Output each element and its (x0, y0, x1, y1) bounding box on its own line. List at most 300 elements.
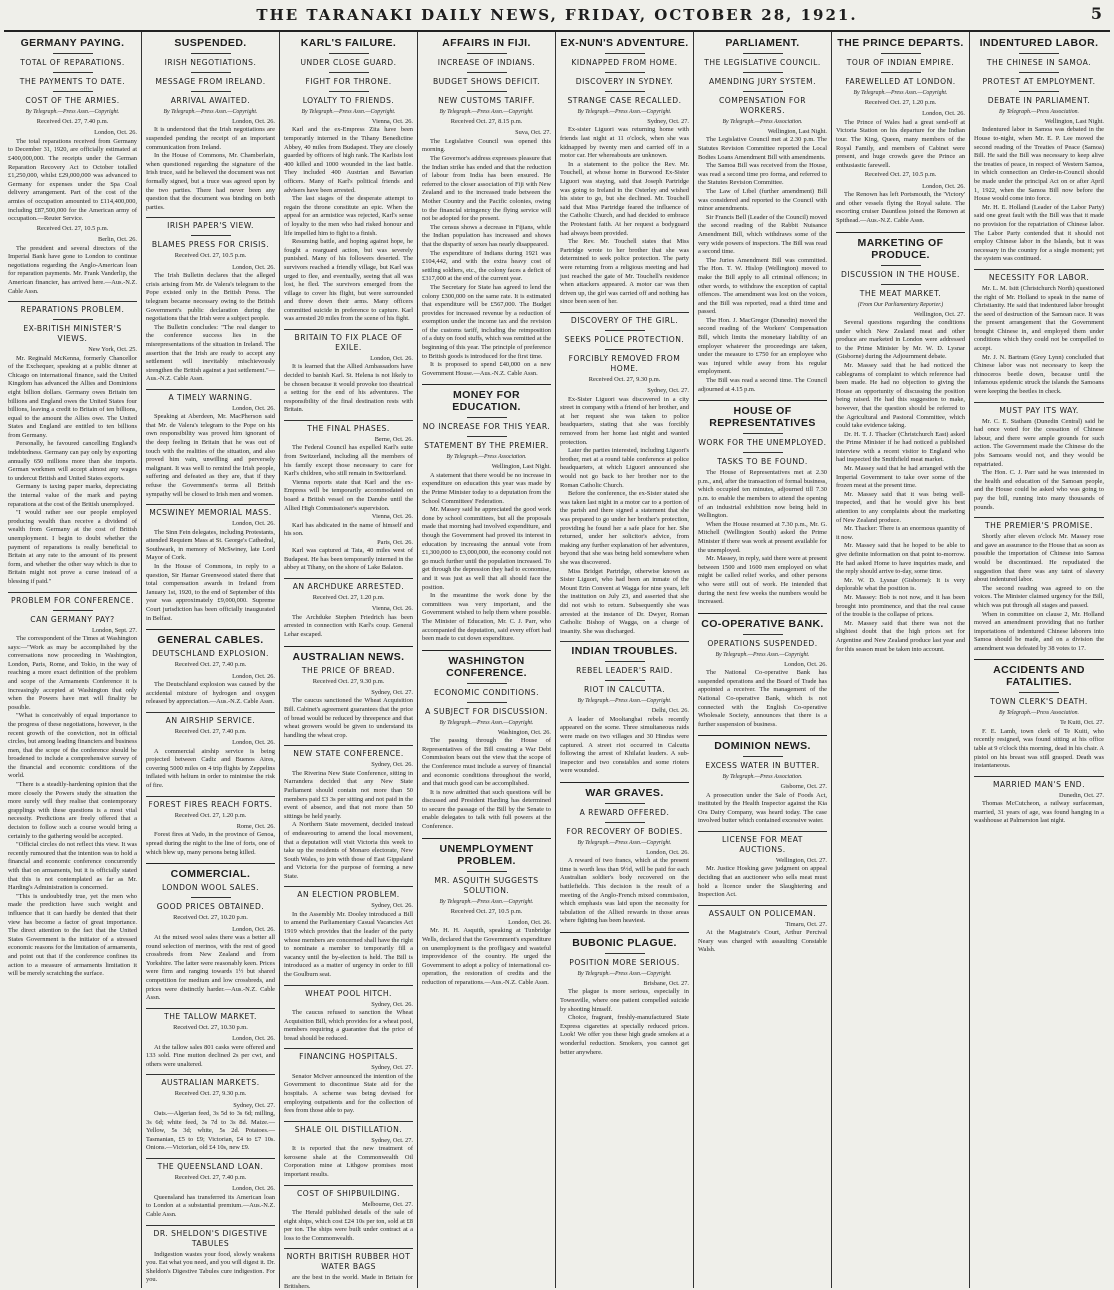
article-paragraph: The Hon. J. MacGregor (Dunedin) moved the second reading of the Workers' Compensation Bill, which limits the monetary liability of an employer whatever the proceedings are taken, under the measure to £750 for an employee who was injured while away from his regular employment. (698, 316, 827, 376)
heading-rule (881, 72, 921, 73)
article-subheading: LONDON WOOL SALES. (161, 883, 260, 893)
heading-rule (605, 349, 645, 350)
item-divider (146, 389, 275, 390)
section-divider (422, 384, 551, 385)
article-paragraph: At the mixed wool sales there was a better all round selection of merinos, with the rest of good crossbreds from New Zealand and from Yorkshire. The latter were reasonably keen. Prices were firm and ranging towards 1½ but shared competition for medium and low crossbreds, and prices were distinctly harder.—Aus.-N.Z. Cable Assn. (146, 933, 275, 1002)
article-paragraph: The National Co-operative Bank has suspended operations and the Board of Trade has appointed a receiver. The management of the National Co-operative Bank, which is not connected with the English Co-operative Wholesale Society, announces that there is a further suspension of business. (698, 669, 827, 728)
article-paragraph: It is learned that the Allied Ambassadors have decided to banish Karl. St. Helena is not likely to be chosen because it would provoke too theatrical a setting for the end of his adventures. The responsibility of the final destination rests with Britain. (284, 363, 413, 414)
heading-rule (467, 72, 507, 73)
article-subheading: AN ELECTION PROBLEM. (297, 890, 400, 900)
article-subheading: TOTAL OF REPARATIONS. (20, 58, 125, 67)
article-subheading: PROTEST AT EMPLOYMENT. (982, 77, 1096, 86)
article-subheading: SHALE OIL DISTILLATION. (294, 1124, 403, 1134)
article-paragraph: Speaking at Aberdeen, Mr. MacPherson said that Mr. de Valera's telegram to the Pope on his own responsibility was proved him ignorant of the deep feeling in Britain that he was out of touch with the realities of the situation, and also proved him vain, unwilling and perversely malignant. It was well to remind the Irish people, suffering and defeated as they are, that if they refuse the Government's terms all British sympathy will be closed to Irish men and women. (146, 413, 275, 498)
heading-rule (191, 53, 231, 54)
article-paragraph: The Bulletin concludes: "The real danger to the conference success lies in the misrepresentations of the situation in Ireland. The assertion that the Irish are ready to accept any settlement will inevitably mischievously strengthen the British against a just settlement."—Aus.-N.Z. Cable Assn. (146, 323, 275, 383)
article-subheading: FORCIBLY REMOVED FROM HOME. (568, 353, 681, 373)
article-paragraph: The Archduke Stephen Friedrich has been arrested in connection with Karl's coup. General Lehar escaped. (284, 613, 413, 638)
article-subheading: THE QUEENSLAND LOAN. (157, 1162, 264, 1172)
item-divider (698, 831, 827, 832)
article-paragraph: A commercial airship service is being projected between Cadiz and Buenos Aires, covering 5000 miles on 4 trip flights by Zeppelins inflated with helium in order to minimise the risk of fire. (146, 747, 275, 789)
article-headline: MARKETING OF PRODUCE. (857, 236, 944, 261)
article-paragraph: The Riverina New State Conference, sitting in Narrandera decided that any New State Parliament should contain not more than 50 members paid £3 3s per sitting and not paid in the event of absence, and that not more than 50 sittings be held yearly. (284, 769, 413, 820)
dateline: London, Oct. 26. (508, 919, 551, 927)
article-paragraph: Queensland has transferred its American loan to London at a substantial premium.—Aus.-N.Z. Cable Assn. (146, 1193, 275, 1219)
dateline: Gisborne, Oct. 27. (780, 783, 827, 791)
heading-rule (605, 803, 645, 804)
wire-byline: By Telegraph.—Press Assn.—Copyright. (439, 898, 534, 905)
article-paragraph: The House of Representatives met at 2.30 p.m., and, after the transaction of formal business, which occupied ten minutes, adjourned till 7.30 p.m. to enable the members to attend the opening of an industrial exhibition now being held in Wellington. (698, 469, 827, 520)
dateline: Vienna, Oct. 26. (371, 118, 413, 125)
article-headline: GENERAL CABLES. (157, 634, 264, 647)
article-headline: KARL'S FAILURE. (300, 37, 397, 49)
article-paragraph: The Legislative Council met at 2.30 p.m. The Statutes Revision Committee reported the Local Bodies Loans Amendment Bill with amendments. (698, 136, 827, 161)
column-6 (694, 32, 832, 1288)
article-paragraph: Mr. Massey said he appreciated the good work done by school committees, but all the proposals made that morning had involved expenditure, and though the Government had proved its interest in education by increasing the annual vote from £1,300,000 to £3,000,000, the economy could not go much further until the population increased. To get through the depression they had to economise, and it was just as well that all should face the position. (422, 506, 551, 591)
article-paragraph: Mr. Justice Hosking gave judgment on appeal deciding that an auctioneer who sells meat must hold a licence under the Slaughtering and Inspection Act. (698, 865, 827, 899)
heading-rule (467, 53, 507, 54)
item-divider (146, 1074, 275, 1075)
article-subheading: DR. SHELDON'S DIGESTIVE TABULES (153, 1228, 268, 1248)
article-subheading: STRANGE CASE RECALLED. (567, 96, 682, 105)
article-subheading: STATEMENT BY THE PREMIER. (424, 441, 549, 451)
item-divider (974, 776, 1104, 777)
article-paragraph: "There is a steadily-hardening opinion that the more closely the Powers study the situation the more surely will they realise that contemporary grapplings with these questions is a most vital necessity. Predictions are freely offered that a decision to follow such a course would bring a certainly to the gathering would be accepted. (8, 781, 137, 840)
received-time: Received Oct. 27, 1.20 p.m. (864, 99, 937, 106)
heading-rule (53, 53, 93, 54)
received-time: Received Oct. 27, 7.40 p.m. (174, 661, 247, 669)
article-paragraph: The census shows a decrease in Fijians, while the Indian population has increased and shows that the disparity of sexes has nearly disappeared. (422, 223, 551, 248)
article-paragraph: "This is undoubtedly true, yet the men who made the prediction have such weight and influence that it can hardly be denied that their view has become a factor of great importance. The direct attention to the fact that the United States Government is the initiator of a stressed economic reasons for the limitation of armaments, and point out that if the conference confines its action to a measure of armaments limitation it will be merely scratching the surface. (8, 892, 137, 978)
heading-rule (329, 53, 369, 54)
article-subheading: NO INCREASE FOR THIS YEAR. (422, 422, 551, 432)
article-paragraph: Mr. H. H. Asquith, speaking at Tunbridge Wells, declared that the Government's expenditure on unemployment is the profligacy and wasteful improvidence of the country. He urged the Government to adopt a policy of international co-operation, the restoration of credits and the reduction of reparations.—Aus.-N.Z. Cable Assn. (422, 927, 551, 987)
dateline: Timaru, Oct. 27. (785, 920, 827, 928)
item-divider (284, 1185, 413, 1186)
article-paragraph: The Prince of Wales had a great send-off at Victoria Station on his departure for the Indian tour. The King, Queen, many members of the Royal Family, and members of Cabinet were present, and huge crowds gave the Prince an enthusiastic farewell. (836, 118, 965, 169)
column-2 (142, 32, 280, 1288)
dateline: London, Oct. 26. (784, 660, 827, 668)
article-subheading: A SUBJECT FOR DISCUSSION. (425, 706, 548, 716)
article-paragraph: The Renown has left Portsmouth, the 'Victory' and other vessels flying the Royal salute. The escorting cruiser Dauntless joined the Renown at Spithead.—Aus.-N.Z. Cable Assn. (836, 191, 965, 224)
dateline: Dunedin, Oct. 27. (1059, 791, 1104, 799)
article-subheading: THE TALLOW MARKET. (164, 1011, 257, 1021)
article-paragraph: The Irish Bulletin declares that the alleged crisis arising from Mr. de Valera's telegram to the Pope existed only in the British Press. The telegram became necessary owing to the British Government's public declaration during the negotiations that the Irish were a subject people. (146, 272, 275, 323)
article-paragraph: The Hon. C. J. Parr said he was interested in the health and education of the Samoan people, and the House could be asked who was going to pay the bill, running into many thousands of pounds. (974, 469, 1104, 511)
heading-rule (1019, 91, 1059, 92)
article-paragraph: Mr. Massey said that it was being well-inspected, and that he would give his best attention to any complaints about the marketing of New Zealand produce. (836, 490, 965, 524)
article-headline: DOMINION NEWS. (714, 740, 811, 753)
dateline: Sydney, Oct. 27. (233, 1101, 275, 1109)
dateline: London, Oct. 26. (232, 520, 275, 528)
wire-byline: By Telegraph.—Press Association. (722, 774, 803, 781)
article-subheading: THE PRICE OF BREAD. (301, 665, 396, 675)
article-paragraph: are the best in the world. Made in Britain for Britishers. (284, 1274, 413, 1288)
wire-byline: By Telegraph.—Press Assn.—Copyright. (577, 971, 672, 978)
article-paragraph: Vienna reports state that Karl and the ex-Empress will be temporarily accommodated on board a British vessel on the Danube until the Allied High Commissioner's supervision. (284, 478, 413, 512)
wire-byline: By Telegraph.—Press Association. (722, 119, 803, 125)
dateline: Berlin, Oct. 26. (98, 236, 137, 244)
article-subheading: MARRIED MAN'S END. (992, 779, 1086, 789)
wire-byline: By Telegraph.—Press Assn.—Copyright. (577, 109, 672, 115)
dateline: London, Oct. 26. (232, 739, 275, 747)
item-divider (974, 517, 1104, 518)
heading-rule (329, 72, 369, 73)
article-paragraph: When the House resumed at 7.30 p.m., Mr. G. Mitchell (Wellington South) asked the Prime Minister if there was work at present available for the unemployed. (698, 520, 827, 554)
dateline: Sydney, Oct. 27. (371, 1064, 413, 1072)
heading-rule (605, 953, 645, 954)
wire-byline: By Telegraph.—Press Assn.—Copyright. (577, 839, 672, 846)
dateline: Delhi, Oct. 26. (651, 707, 689, 715)
item-divider (146, 217, 275, 218)
item-divider (974, 402, 1104, 403)
article-paragraph: The caucus sanctioned the Wheat Acquisition Bill. Cabinet's agreement guarantees that the price of bread would be reduced by threepence and that wheat growers would be given to understand its handling the wheat crop. (284, 697, 413, 739)
heading-rule (743, 433, 783, 434)
heading-rule (1019, 692, 1059, 693)
heading-rule (191, 91, 231, 92)
article-paragraph: The Herald published details of the sale of eight ships, which cost £24 10s per ton, sold at £8 per ton. The ships were built under contract at a loss to the Commonwealth. (284, 1208, 413, 1242)
dateline: London, Oct. 26. (370, 355, 413, 363)
article-paragraph: Several questions regarding the conditions under which New Zealand meat and other produce are marketed in London were addressed to the Prime Minister by Mr. W. D. Lysnar (Gisborne) during the Adjournment debate. (836, 318, 965, 361)
dateline: Wellington, Oct. 27. (913, 310, 965, 318)
article-paragraph: Mr. L. M. Isitt (Christchurch North) questioned the right of Mr. Holland to speak in the name of Christianity. He said that indentured labor brought the seed of destruction of the Samoan race. It was the present arrangement that the Government brought Chinese in, and employed them under conditions which they could not be compelled to accept. (974, 284, 1104, 353)
heading-rule (605, 822, 645, 823)
article-paragraph: The Secretary for State has agreed to lend the colony £300,000 on the same rate. It is estimated that expenditure will be £567,000. The Budget provides for increased revenue by a reduction of exemption under the income tax and the revision of the customs tariff, including the reimposition of a duty on food stuffs, which was remitted at the beginning of this year. The principle of preference to British goods is introduced for the first time. (422, 283, 551, 360)
dateline: Wellington, Last Night. (1044, 118, 1104, 125)
article-paragraph: A Northern State movement, decided instead of endeavouring to amend the local movement, that a deputation will visit Victoria this week to take up the residents of Monaro electorate, New South Wales, to join with those of East Gippsland and Victoria for the purpose of forming a new State. (284, 821, 413, 880)
wire-byline: By Telegraph.—Press Assn.—Copyright. (163, 109, 258, 115)
dateline: Te Kuiti, Oct. 27. (1060, 719, 1104, 727)
article-headline: ACCIDENTS AND FATALITIES. (993, 664, 1085, 689)
article-subheading: ARRIVAL AWAITED. (170, 96, 251, 105)
heading-rule (467, 702, 507, 703)
article-subheading: FOREST FIRES REACH FORTS. (148, 799, 273, 809)
article-paragraph: "Official circles do not reflect this view. It was recently rumoured that the intention was to hold a financial and economic conference concurrently with that on armaments, but it is officially stated that this is not contemplated as far as Mr. Harding's Administration is concerned. (8, 841, 137, 892)
article-paragraph: The Samoa Bill was received from the House, was read a second time pro forma, and referred to the Statutes Revision Committee. (698, 162, 827, 187)
article-paragraph: A reward of two francs, which at the present time is worth less than 9½d, will be paid for each Australian soldier's body recovered on the battlefields. This decision is the result of a meeting of the Anglo-French mixed commission, which emphasis was laid upon the necessity for tabulation of the Allied rewards in those areas where fighting has been heaviest. (560, 857, 689, 925)
article-paragraph: Mr. Massey said that he hoped to be able to give definite information on that point to-morrow. He had asked Home to have inquiries made, and the reply should arrive to-day, some time. (836, 542, 965, 576)
article-subheading: COMPENSATION FOR WORKERS. (718, 96, 807, 115)
article-paragraph: The president and several directors of the Imperial Bank have gone to London to continue negotiations regarding the Anglo-American loan for reparation payments. Mr. Frank Vanderlip, the American financier, has arrived here.—Aus.-N.Z. Cable Assn. (8, 244, 137, 295)
heading-rule (329, 91, 369, 92)
article-subheading: MR. ASQUITH SUGGESTS SOLUTION. (434, 875, 539, 895)
received-time: Received Oct. 27, 8.15 p.m. (450, 118, 523, 125)
heading-rule (53, 610, 93, 611)
article-paragraph: A prosecution under the Sale of Foods Act, instituted by the Health Inspector against the Kia Ora Dairy Company, was heard today. The case involved butter which contained excessive water. (698, 791, 827, 825)
article-paragraph: The last stages of the desperate attempt to regain the throne constitute an epic. When the appeal for an armistice was rejected, Karl's sense of loyalty to the men who had risked honour and life impelled him to fight to a finish. (284, 195, 413, 237)
article-paragraph: The Juries Amendment Bill was committed. The Hon. T. W. Hislop (Wellington) moved to make the Bill apply to all criminal offences; in other words, to withdraw the exception of capital offences. The amendment was lost on the voices, and the Bill was reported, read a third time and passed. (698, 256, 827, 316)
article-subheading: RIOT IN CALCUTTA. (584, 685, 665, 695)
wire-byline: By Telegraph.—Press Association. (999, 710, 1079, 717)
heading-rule (881, 265, 921, 266)
received-time: Received Oct. 27, 10.30 p.m. (173, 1023, 248, 1031)
heading-rule (467, 91, 507, 92)
article-paragraph: Mr. C. E. Statham (Dunedin Central) said he had once voted for the cessation of Chinese labour, and there were ample grounds for such action. The Government made the Chinese do the jobs Samoans would not, and they would be repatriated. (974, 417, 1104, 468)
article-paragraph: The Deutschland explosion was caused by the accidental mixture of hydrogen and oxygen released by appreciation.—Aus.-N.Z. Cable Assn. (146, 680, 275, 706)
section-divider (836, 232, 965, 233)
article-paragraph: It is now admitted that such questions will be discussed and President Harding has determined to secure the passage of the Bill by the Senate to enable delegates to talk with full powers at the Conference. (422, 788, 551, 831)
article-paragraph: Mr. Thacker: There is an enormous quantity of it now. (836, 525, 965, 541)
item-divider (284, 420, 413, 421)
article-subheading: WHEAT POOL HITCH. (305, 988, 392, 998)
article-headline: WASHINGTON CONFERENCE. (446, 654, 527, 679)
article-paragraph: Germany is taxing paper marks, depreciating the internal value of the mark and paying reparations at the cost of the British unemployed. (8, 483, 137, 508)
article-paragraph: Karl and the ex-Empress Zita have been temporarily interned in the Tihany Benedictine Abbey, 40 miles from Budapest. They are closely guarded by officers of high rank. The Karlists lost 400 killed and 1000 wounded in the last battle. They included 400 Austrian and Bavarian officers. Many of Karl's political friends and advisers have been arrested. (284, 126, 413, 194)
article-subheading: THE FINAL PHASES. (307, 424, 390, 434)
article-headline: BUBONIC PLAGUE. (572, 937, 677, 950)
item-divider (560, 312, 689, 313)
heading-rule (605, 330, 645, 331)
section-divider (698, 400, 827, 401)
article-paragraph: "I would rather see our people employed producing wealth than receive a dividend of wealth from Germany at the cost of British unemployment. I begin to doubt whether the payment of reparations is really beneficial to Britain at any rate to the amount of its present form, and whether the other way which is due to Britain might not prove a curse instead of a blessing if paid." (8, 509, 137, 585)
heading-rule (743, 72, 783, 73)
article-paragraph: Choice, fragrant, freshly-manufactured State Express cigarettes at specially reduced prices. Look! We offer you these high grade smokes at a wonderful reduction. Smokers, you cannot get better anywhere. (560, 1014, 689, 1056)
article-subheading: WORK FOR THE UNEMPLOYED. (698, 438, 827, 448)
article-subheading: UNDER CLOSE GUARD. (300, 58, 397, 67)
article-subheading: FINANCING HOSPITALS. (299, 1052, 398, 1062)
item-divider (8, 592, 137, 593)
heading-rule (605, 53, 645, 54)
article-paragraph: The plague is more serious, especially in Townsville, where one patient compelled suicide by shooting himself. (560, 988, 689, 1013)
article-paragraph: Thomas McCutcheon, a railway surfaceman, married, 31 years of age, was found hanging in a washhouse at Palmerston last night. (974, 800, 1104, 825)
article-subheading: TASKS TO BE FOUND. (717, 457, 808, 467)
heading-rule (191, 897, 231, 898)
article-paragraph: The expenditure of Indians during 1921 was £104,442, and with the extra heavy cost of settling soldiers, etc., the colony faces a deficit of £317,000 at the end of the current year. (422, 249, 551, 283)
wire-byline: By Telegraph.—Press Assn.—Copyright. (439, 719, 534, 726)
article-paragraph: The total reparations received from Germany to December 31, 1920, are officially estimated at £400,000,000. The receipts under the German Reparation Recovery Act to October totalled £1,250,000, whilst £29,000,000 was advanced to Germany for expenses under the Spa Coal delivery arrangement. Part of the cost of the armies of occupation amounted to £114,400,000, including £87,500,000 for the American army of occupation.—Reuter Service. (8, 137, 137, 223)
article-subheading: IRISH NEGOTIATIONS. (164, 58, 257, 67)
column-4 (418, 32, 556, 1288)
article-headline: INDENTURED LABOR. (979, 37, 1099, 49)
article-paragraph: The Federal Council has expelled Karl's suite from Switzerland, including all the members of his family except those necessary to care for Karl's children, who still remain in Switzerland. (284, 444, 413, 478)
heading-rule (743, 452, 783, 453)
article-paragraph: It is reported that the new treatment of kerosene shale at the Commonwealth Oil Corporation mine at Lithgow promises most important results. (284, 1145, 413, 1178)
dateline: Wellington, Oct. 27. (775, 857, 827, 865)
columns-container (4, 32, 1110, 1288)
dateline: Sydney, Oct. 26. (371, 761, 413, 769)
received-time: Received Oct. 27, 7.40 p.m. (174, 1174, 247, 1182)
section-divider (422, 650, 551, 651)
received-time: Received Oct. 27, 9.30 p.m. (312, 677, 385, 685)
item-divider (146, 796, 275, 797)
wire-byline: By Telegraph.—Press Association. (446, 454, 527, 461)
dateline: London, Oct. 26. (94, 129, 137, 137)
article-subheading: TOUR OF INDIAN EMPIRE. (846, 58, 955, 67)
section-divider (698, 613, 827, 614)
article-headline: AUSTRALIAN NEWS. (292, 650, 405, 663)
article-paragraph: A statement that there would be no increase in expenditure on education this year was made by the Prime Minister today to a deputation from the School Committees' Federation. (422, 471, 551, 505)
dateline: Melbourne, Oct. 27. (362, 1200, 413, 1208)
article-subheading: EXCESS WATER IN BUTTER. (705, 761, 820, 771)
article-headline: HOUSE OF REPRESENTATIVES (709, 405, 816, 430)
article-headline: GERMANY PAYING. (20, 37, 125, 49)
heading-rule (881, 284, 921, 285)
article-subheading: TOWN CLERK'S DEATH. (990, 697, 1088, 707)
dateline: London, Oct. 26. (232, 404, 275, 412)
heading-rule (743, 756, 783, 757)
dateline: Wellington, Last Night. (767, 128, 827, 135)
article-headline: UNEMPLOYMENT PROBLEM. (439, 842, 534, 867)
heading-rule (53, 319, 93, 320)
article-subheading: NEW CUSTOMS TARIFF. (438, 96, 535, 105)
article-subheading: A REWARD OFFERED. (579, 807, 670, 817)
dateline: Vienna, Oct. 26. (371, 513, 413, 521)
item-divider (284, 1048, 413, 1049)
dateline: Sydney, Oct. 27. (647, 118, 689, 125)
article-subheading: GOOD PRICES OBTAINED. (156, 902, 265, 912)
dateline: Sydney, Oct. 27. (371, 1136, 413, 1144)
article-paragraph: Mr. W. D. Lysnar (Gisborne): It is very deplorable what the position is. (836, 576, 965, 593)
article-paragraph: In the House of Commons, Mr. Chamberlain, when questioned regarding the signature of the Irish truce, said he believed the document was not formally signed, but a truce was agreed upon by the two parties. There had never been any question that the document was binding on both parties. (146, 152, 275, 211)
item-divider (284, 886, 413, 887)
dateline: Washington, Oct. 26. (497, 728, 551, 736)
heading-rule (743, 634, 783, 635)
article-subheading: NORTH BRITISH RUBBER HOT WATER BAGS (286, 1252, 411, 1272)
article-subheading: NEW STATE CONFERENCE. (293, 749, 404, 759)
wire-byline: By Telegraph.—Press Assn.—Copyright. (439, 109, 534, 115)
article-paragraph: Karl was captured at Tata, 40 miles west of Budapest. He has been temporarily interned in the abbey at Tihany, on the shore of Lake Balaton. (284, 547, 413, 572)
article-paragraph: Ex-sister Liguori was returning home with friends last night at 11 o'clock, when she was kidnapped by twenty men and carried off in a motor car. Her whereabouts are unknown. (560, 126, 689, 160)
heading-rule (743, 53, 783, 54)
dateline: Suva, Oct. 27. (515, 129, 551, 137)
received-time: Received Oct. 27, 1.20 p.m. (312, 593, 385, 601)
article-paragraph: The Law of Libel (further amendment) Bill was considered and reported to the Council with minor amendments. (698, 187, 827, 213)
wire-byline: (From Our Parliamentary Reporter.) (857, 301, 944, 308)
article-paragraph: Indentured labor in Samoa was debated in the House to-night, when Mr. E. P. Lee moved the second reading of the Treaties of Peace (Samoa) Bill. He said the Bill was necessary to keep alive the treaties of peace, in respect of Western Samoa, in which connection an Order-in-Council should be made under the principal Act on or after April 1, 1922, when the Samoa Bill now before the House would come into force. (974, 126, 1104, 203)
section-divider (146, 629, 275, 630)
heading-rule (467, 436, 507, 437)
article-paragraph: Mr. Massey said that there was not the slightest doubt that the high prices set for Argentine and New Zealand produce last year and for this season must be taken into account. (836, 619, 965, 653)
dateline: London, Oct. 26. (232, 118, 275, 125)
received-time: Received Oct. 27, 9.30 p.m. (174, 1090, 247, 1098)
article-paragraph: A leader of Mooltanghai rebels recently appeared on the scene. Three simultaneous raids were made on two villages and 30 Hindus were captured. A street riot occurred in Calcutta following the arrest of Khilafat leaders. A sub-inspector and two constables and some rioters were wounded. (560, 715, 689, 775)
section-divider (974, 659, 1104, 660)
article-paragraph: Dr. H. T. J. Thacker (Christchurch East) asked the Prime Minister if he had noticed a published interview with a recent visitor to England who had inspected the Smithfield meat market. (836, 430, 965, 464)
article-paragraph: Karl has abdicated in the name of himself and his son. (284, 521, 413, 538)
received-time: Received Oct. 27, 10.5 p.m. (864, 171, 937, 179)
article-headline: MONEY FOR EDUCATION. (452, 389, 521, 414)
received-time: Received Oct. 27, 9.30 p.m. (588, 375, 661, 383)
article-subheading: LICENSE FOR MEAT AUCTIONS. (722, 835, 803, 855)
heading-rule (53, 91, 93, 92)
section-divider (560, 782, 689, 783)
received-time: Received Oct. 27, 10.5 p.m. (174, 252, 247, 260)
dateline: London, Oct. 26. (232, 1185, 275, 1193)
article-subheading: NECESSITY FOR LABOR. (988, 272, 1090, 282)
article-paragraph: Resuming battle, and hoping against hope, he fought a rearguard action, but was severely punished. Many of his followers deserted. The survivors reached a friendly village, but Karl was urged to flee, and eventually, seeing that all was lost, he fled. The survivors emerged from the village to cover his flight, but were surrounded and threw down their arms. Many officers committed suicide in preference to capture. Karl was arrested 20 miles from the scene of his fight. (284, 238, 413, 323)
article-subheading: SEEKS POLICE PROTECTION. (564, 334, 685, 344)
article-subheading: AMENDING JURY SYSTEM. (708, 77, 817, 86)
article-paragraph: The Bill was read a second time. The Council adjourned at 4.15 p.m. (698, 377, 827, 393)
item-divider (284, 1248, 413, 1249)
article-subheading: THE PREMIER'S PROMISE. (984, 521, 1094, 531)
item-divider (284, 985, 413, 986)
article-paragraph: It is understood that the Irish negotiations are suspended pending the receipt of an important communication from Ireland. (146, 126, 275, 151)
article-subheading: DISCUSSION IN THE HOUSE. (841, 269, 960, 279)
article-paragraph: "What is conceivably of equal importance to the progress of these negotiations, however, is the recent growth of the conviction, not in official circles, but among leading financiers and business men, that the scope of the conference should be broadened to include a comprehensive survey of the financial and economic conditions of the world. (8, 712, 137, 780)
article-paragraph: Indigestion wastes your food, slowly weakens you. Eat what you need, and you will digest it. Dr. Sheldon's Digestive Tabules cure indigestion. For you. (146, 1250, 275, 1284)
item-divider (146, 1225, 275, 1226)
dateline: Sydney, Oct. 26. (371, 902, 413, 910)
item-divider (560, 641, 689, 642)
article-subheading: COST OF THE ARMIES. (25, 96, 120, 105)
article-headline: CO-OPERATIVE BANK. (701, 617, 824, 630)
article-subheading: MUST PAY ITS WAY. (999, 405, 1079, 415)
heading-rule (53, 72, 93, 73)
heading-rule (467, 683, 507, 684)
article-paragraph: At the tallow sales 801 casks were offered and 133 sold. Fine mutton declined 2s per cwt, and others were unaltered. (146, 1043, 275, 1068)
heading-rule (1019, 72, 1059, 73)
received-time: Received Oct. 27, 7.40 p.m. (36, 118, 109, 125)
article-subheading: DISCOVERY OF THE GIRL. (570, 315, 679, 325)
article-paragraph: Sir Francis Bell (Leader of the Council) moved the second reading of the Rabbit Nuisance Amendment Bill, which withdraws some of the very wide powers of inspectors. The Bill was read a second time. (698, 213, 827, 256)
article-paragraph: Mr. J. N. Bartram (Grey Lynn) concluded that Chinese labor was not necessary to keep the rhinoceros beetle down, because until the infamous epidemic struck the islands the Samoans were keeping the beetles in check. (974, 353, 1104, 396)
dateline: London, Oct. 26. (232, 1035, 275, 1043)
article-headline: EX-NUN'S ADVENTURE. (560, 37, 689, 49)
heading-rule (1019, 53, 1059, 54)
article-subheading: BUDGET SHOWS DEFICIT. (432, 77, 541, 86)
article-paragraph: Oats.—Algerian feed, 3s 5d to 3s 6d; milling, 3s 6d; white feed, 3s 7d to 3s 8d. Maize.—Yellow, 5s 3d; white, 5s 2d. Potatoes.—Tasmanian, £5 to £9; Victorian, £4 to £7 10s. Onions.—Victorian, old £4 10s, new £9. (146, 1110, 275, 1152)
wire-byline: By Telegraph.—Press Assn.—Copyright. (715, 651, 810, 658)
item-divider (284, 745, 413, 746)
article-headline: INDIAN TROUBLES. (571, 645, 678, 658)
article-paragraph: When in committee on clause 2, Mr. Holland moved an amendment providing that no further importations of indentured Chinese laborers into Samoa should be made, and on a division the amendment was defeated by 38 votes to 17. (974, 610, 1104, 652)
column-3 (280, 32, 418, 1288)
article-subheading: INCREASE OF INDIANS. (437, 58, 536, 67)
article-subheading: DISCOVERY IN SYDNEY. (575, 77, 674, 86)
dateline: London, Oct. 26. (232, 925, 275, 933)
article-paragraph: It is proposed to spend £40,000 on a new Government House.—Aus.-N.Z. Cable Assn. (422, 361, 551, 377)
received-time: Received Oct. 27, 7.40 p.m. (174, 727, 247, 735)
article-subheading: IRISH PAPER'S VIEW. (167, 221, 254, 231)
heading-rule (467, 871, 507, 872)
heading-rule (191, 235, 231, 236)
heading-rule (605, 661, 645, 662)
article-headline: WAR GRAVES. (585, 786, 664, 799)
section-divider (560, 932, 689, 933)
heading-rule (605, 91, 645, 92)
article-headline: COMMERCIAL. (170, 868, 251, 881)
dateline: Brisbane, Oct. 27. (643, 980, 689, 988)
item-divider (8, 301, 137, 302)
article-paragraph: Miss Bridget Partridge, otherwise known as Sister Liguori, who had been an inmate of the Mount Erin Convent at Wagga for nine years, left the institution on July 23, and asserted that she did not wish to return. Subsequently she was arrested at the instance of Dr. Dwyer, Roman Catholic Bishop of Wagga, on a charge of insanity. She was discharged. (560, 567, 689, 635)
article-paragraph: Mr. Reginald McKenna, formerly Chancellor of the Exchequer, speaking at a public dinner at Chicago on international finance, said the United Kingdom has advanced the Allies and Dominions eight billion dollars. Germany owes Britain ten billions and England owes the United States four billions, leaving a credit to Britain of ten billions, equal to the amount the Allies owe. The United States and England are entitled to ten billions from Germany. (8, 354, 137, 439)
article-subheading: BRITAIN TO FIX PLACE OF EXILE. (294, 333, 403, 353)
article-subheading: REPARATIONS PROBLEM. (20, 305, 125, 315)
article-headline: THE PRINCE DEPARTS. (837, 37, 964, 49)
article-subheading: PROBLEM FOR CONFERENCE. (11, 595, 134, 605)
section-divider (422, 838, 551, 839)
dateline: Wellington, Last Night. (491, 463, 551, 471)
article-subheading: AN AIRSHIP SERVICE. (165, 715, 256, 725)
heading-rule (605, 72, 645, 73)
article-paragraph: The correspondent of the Times at Washington says:—"Work as may be accomplished by the conversations now proceeding in Washington, London, Paris, Rome, and Tokio, in the way of reaching a more exact definition of the problem and scope of the Armaments Conference it is increasingly accepted at Washington that only when the Powers have met will finality be possible. (8, 634, 137, 711)
item-divider (284, 578, 413, 579)
article-paragraph: Mr. Massey, in reply, said there were at present between 1500 and 1600 men employed on what might be called relief works, and other persons who were still out of work. He intended that during the next few weeks the numbers would be increased. (698, 555, 827, 606)
article-paragraph: Later the parties interested, including Liguori's brother, met at a round table conference at police headquarters, at which Liguori announced she would not go back to her brother nor to the Roman Catholic Church. (560, 447, 689, 489)
wire-byline: By Telegraph.—Press Association. (999, 109, 1079, 115)
dateline: Berne, Oct. 26. (374, 436, 413, 444)
article-paragraph: Mr. Massey: Bob is not now, and it has been brought into prominence, and that the real cause of the trouble is the collapse of prices. (836, 593, 965, 619)
article-paragraph: The caucus refused to sanction the Wheat Acquisition Bill, which provides for a wheat pool, members requiring a guarantee that the price of bread should be reduced. (284, 1009, 413, 1042)
article-paragraph: F. E. Lamb, town clerk of Te Kuiti, who recently resigned, was found sitting at his office table at 9 o'clock this morning, dead in his chair. A pistol on his breast was still grasped. Death was instantaneous. (974, 727, 1104, 770)
article-subheading: THE LEGISLATIVE COUNCIL. (704, 58, 821, 67)
heading-rule (467, 417, 507, 418)
article-paragraph: In the House of Commons, in reply to a question, Sir Hamar Greenwood stated there that total compensation awards in Ireland from January 1st, 1920, to the end of September of this year was approximately £9,000,000. Supreme Court jurisdiction has been officially inaugurated in Belfast. (146, 563, 275, 622)
dateline: London, Oct. 26. (922, 110, 965, 118)
article-subheading: FAREWELLED AT LONDON. (845, 77, 956, 86)
article-paragraph: The second reading was agreed to on the voices. The Minister claimed urgency for the Bill, which was put through all stages and passed. (974, 584, 1104, 609)
